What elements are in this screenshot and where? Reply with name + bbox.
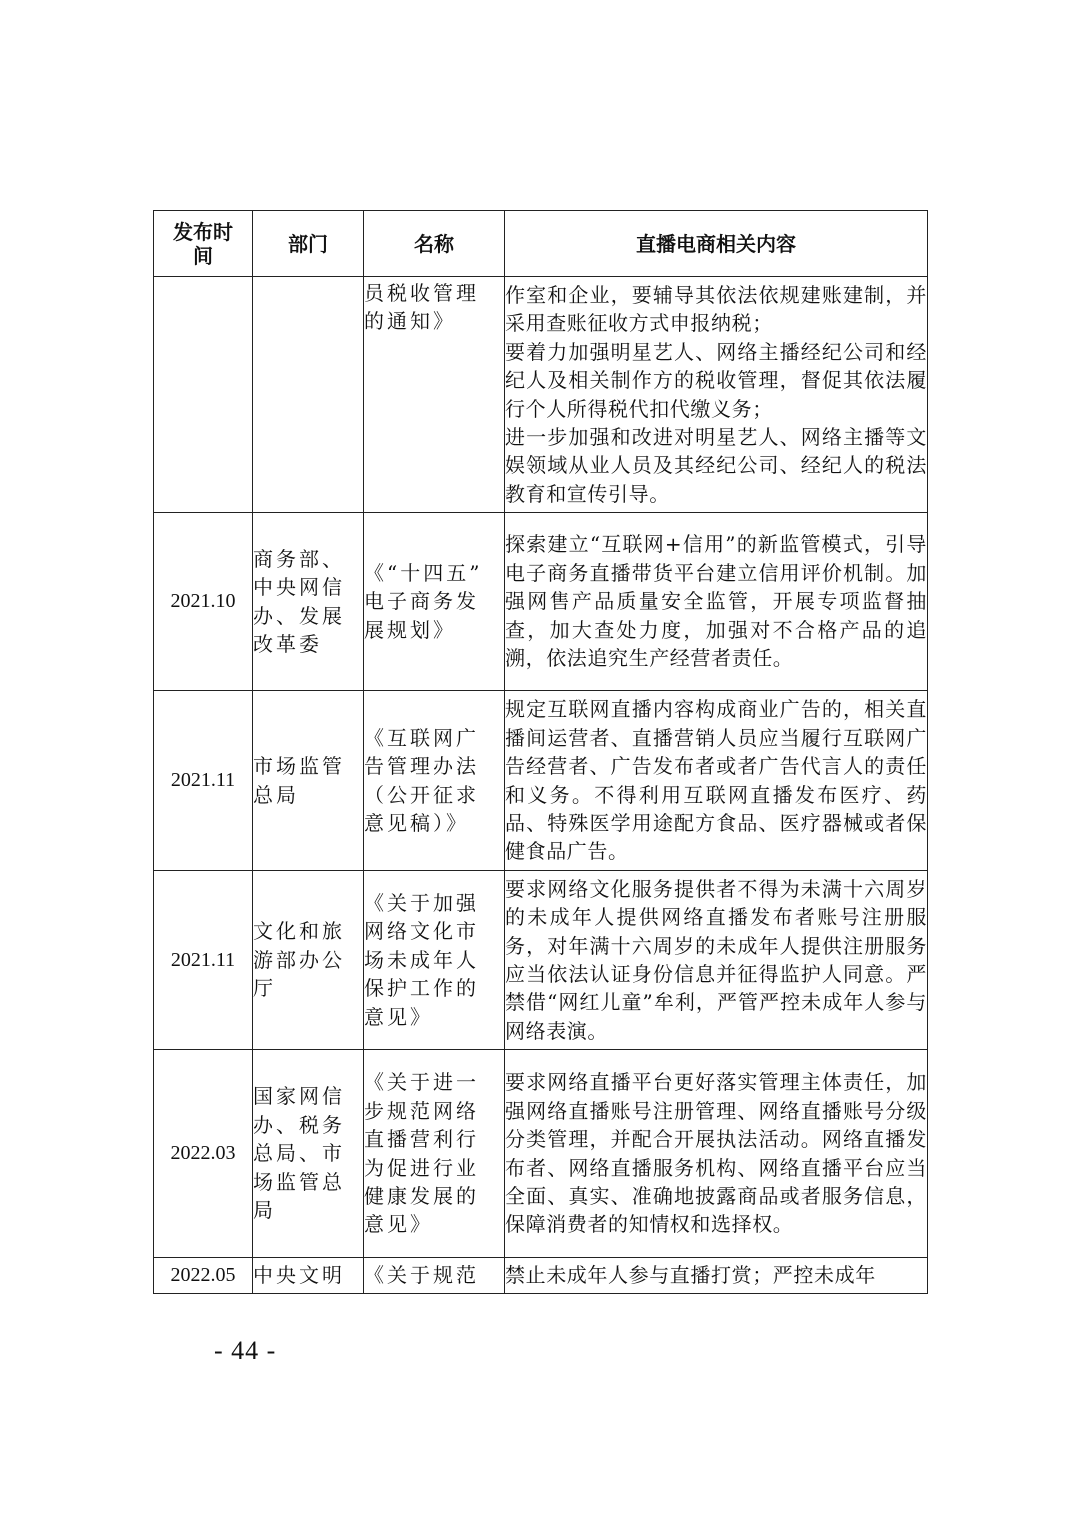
table-row — [154, 1050, 928, 1258]
content-paragraph: 禁止未成年人参与直播打赏；严控未成年 — [505, 1263, 876, 1288]
table-row — [154, 871, 928, 1050]
row-department: 文化和旅 游部办公 厅 — [253, 871, 364, 1050]
row-date: 2022.05 — [154, 1258, 253, 1294]
table-row — [154, 513, 928, 691]
content-paragraph: 要着力加强明星艺人、网络主播经纪公司和经纪人及相关制作方的税收管理，督促其依法履行个人所得税代扣代缴义务； — [505, 339, 927, 421]
content-paragraph: 探索建立“互联网+信用”的新监管模式，引导电子商务直播带货平台建立信用评价机制。加强网售产品质量安全监管，开展专项监督抽查，加大查处力度，加强对不合格产品的追溯，依法追究生产经营者责任。 — [505, 532, 927, 671]
row-department: 国家网信 办、税务 总局、市 场监管总 局 — [253, 1050, 364, 1258]
content-paragraph: 规定互联网直播内容构成商业广告的，相关直播间运营者、直播营销人员应当履行互联网广告经营者、广告发布者或者广告代言人的责任和义务。不得利用互联网直播发布医疗、药品、特殊医学用途配方食品、医疗器械或者保健食品广告。 — [505, 697, 927, 864]
content-paragraph: 进一步加强和改进对明星艺人、网络主播等文娱领域从业人员及其经纪公司、经纪人的税法教育和宣传引导。 — [505, 424, 927, 506]
row-name: 《关于进一 步规范网络 直播营利行 为促进行业 健康发展的 意见》 — [364, 1050, 505, 1258]
row-date: 2021.11 — [154, 691, 253, 871]
content-paragraph: 要求网络直播平台更好落实管理主体责任，加强网络直播账号注册管理、网络直播账号分级分类管理，并配合开展执法活动。网络直播发布者、网络直播服务机构、网络直播平台应当全面、真实、准确地披露商品或者服务信息，保障消费者的知情权和选择权。 — [505, 1070, 927, 1237]
policy-table — [153, 210, 928, 1294]
table-header-row — [154, 211, 928, 277]
content-paragraph: 要求网络文化服务提供者不得为未满十六周岁的未成年人提供网络直播发布者账号注册服务，对年满十六周岁的未成年人提供注册服务应当依法认证身份信息并征得监护人同意。严禁借“网红儿童”牟利，严管严控未成年人参与网络表演。 — [505, 876, 927, 1043]
row-content — [505, 691, 928, 871]
row-date: 2022.03 — [154, 1050, 253, 1258]
row-name: 《“十四五” 电子商务发 展规划》 — [364, 513, 505, 691]
row-content — [505, 871, 928, 1050]
row-date — [154, 277, 253, 513]
row-name: 员税收管理 的通知》 — [364, 277, 505, 513]
row-date: 2021.10 — [154, 513, 253, 691]
row-department: 商务部、 中央网信 办、发展 改革委 — [253, 513, 364, 691]
row-date: 2021.11 — [154, 871, 253, 1050]
header-name: 名称 — [364, 211, 505, 277]
row-name: 《互联网广 告管理办法 （公开征求 意见稿）》 — [364, 691, 505, 871]
row-content — [505, 1258, 928, 1294]
row-department — [253, 277, 364, 513]
row-content — [505, 1050, 928, 1258]
row-content — [505, 277, 928, 513]
content-paragraph: 作室和企业，要辅导其依法依规建账建制，并采用查账征收方式申报纳税； — [505, 282, 927, 336]
row-department: 中央文明 — [253, 1258, 364, 1294]
table-row — [154, 277, 928, 513]
row-name: 《关于加强 网络文化市 场未成年人 保护工作的 意见》 — [364, 871, 505, 1050]
row-content — [505, 513, 928, 691]
header-date: 发布时 间 — [154, 211, 253, 277]
header-content: 直播电商相关内容 — [505, 211, 928, 277]
table-row — [154, 691, 928, 871]
table-row — [154, 1258, 928, 1294]
page-number: - 44 - — [214, 1336, 277, 1365]
header-department: 部门 — [253, 211, 364, 277]
row-name: 《关于规范 — [364, 1258, 505, 1294]
row-department: 市场监管 总局 — [253, 691, 364, 871]
